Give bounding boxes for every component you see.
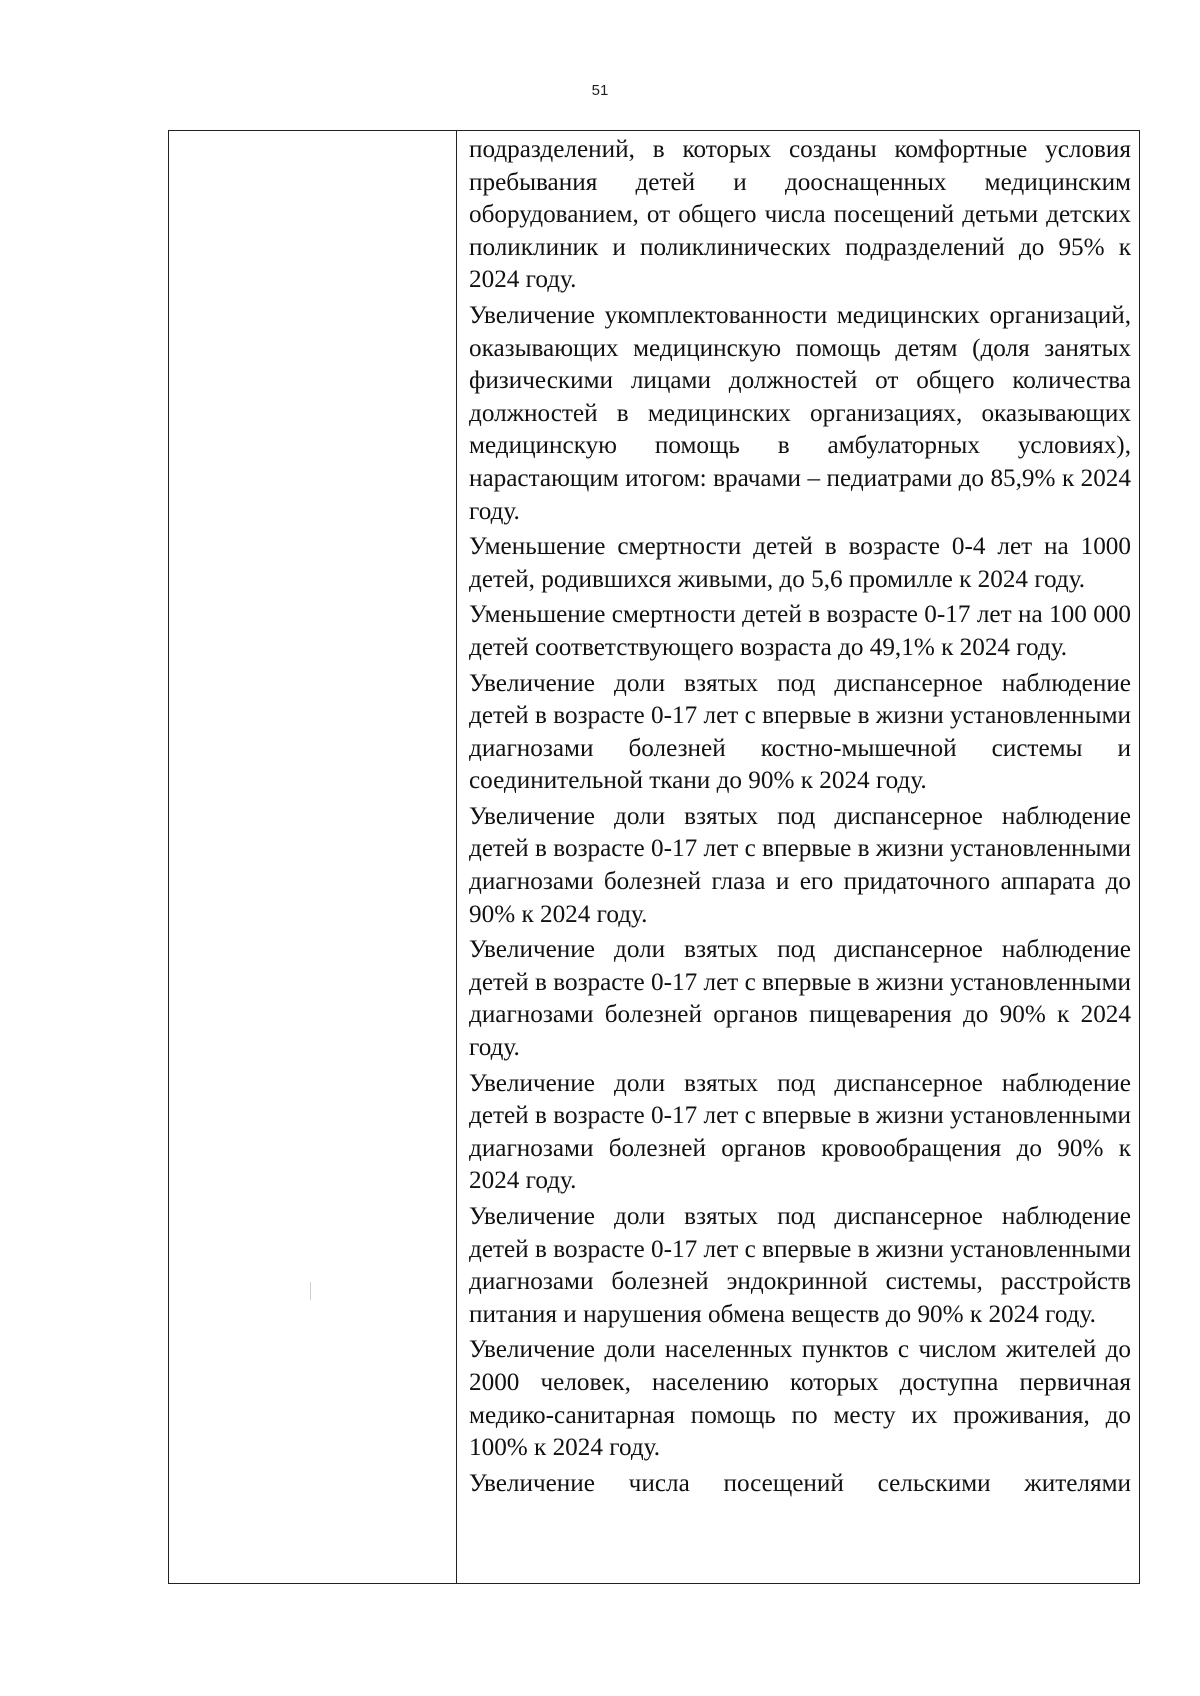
paragraph-2: Увеличение укомплектованности медицинских организаций, оказывающих медицинскую помощь детям (доля занятых физическими лицами должностей от общего количества должностей в медицинских организациях, оказывающих медицинскую помощь в амбулаторных условиях), нарастающим итогом: врачами – педиатрами до 85,9% к 2024 году. [469,301,1131,525]
document-table [168,130,1140,1584]
paragraph-3: Уменьшение смертности детей в возрасте 0-4 лет на 1000 детей, родившихся живыми, до 5,6 промилле к 2024 году. [469,533,1131,593]
page-number: 51 [591,82,609,99]
paragraph-11: Увеличение числа посещений сельскими жителями [469,1469,1131,1497]
scan-artifact-mark [310,1282,311,1300]
paragraph-5: Увеличение доли взятых под диспансерное наблюдение детей в возрасте 0-17 лет с впервые в жизни установленными диагнозами болезней костно-мышечной системы и соединительной ткани до 90% к 2024 году. [469,669,1131,795]
right-text-cell [457,131,1139,1583]
paragraph-1: подразделений, в которых созданы комфортные условия пребывания детей и дооснащенных медицинским оборудованием, от общего числа посещений детьми детских поликлиник и поликлинических подразделений до 95% к 2024 году. [469,136,1131,294]
paragraph-7: Увеличение доли взятых под диспансерное наблюдение детей в возрасте 0-17 лет с впервые в жизни установленными диагнозами болезней органов пищеварения до 90% к 2024 году. [469,936,1131,1062]
paragraph-8: Увеличение доли взятых под диспансерное наблюдение детей в возрасте 0-17 лет с впервые в жизни установленными диагнозами болезней органов кровообращения до 90% к 2024 году. [469,1069,1131,1195]
paragraph-9: Увеличение доли взятых под диспансерное наблюдение детей в возрасте 0-17 лет с впервые в жизни установленными диагнозами болезней эндокринной системы, расстройств питания и нарушения обмена веществ до 90% к 2024 году. [469,1203,1131,1328]
paragraph-4: Уменьшение смертности детей в возрасте 0-17 лет на 100 000 детей соответствующего возраста до 49,1% к 2024 году. [469,601,1131,661]
left-empty-cell [169,131,457,1583]
paragraph-10: Увеличение доли населенных пунктов с числом жителей до 2000 человек, населению которых доступна первичная медико-санитарная помощь по месту их проживания, до 100% к 2024 году. [469,1336,1131,1462]
paragraph-6: Увеличение доли взятых под диспансерное наблюдение детей в возрасте 0-17 лет с впервые в жизни установленными диагнозами болезней глаза и его придаточного аппарата до 90% к 2024 году. [469,802,1131,928]
